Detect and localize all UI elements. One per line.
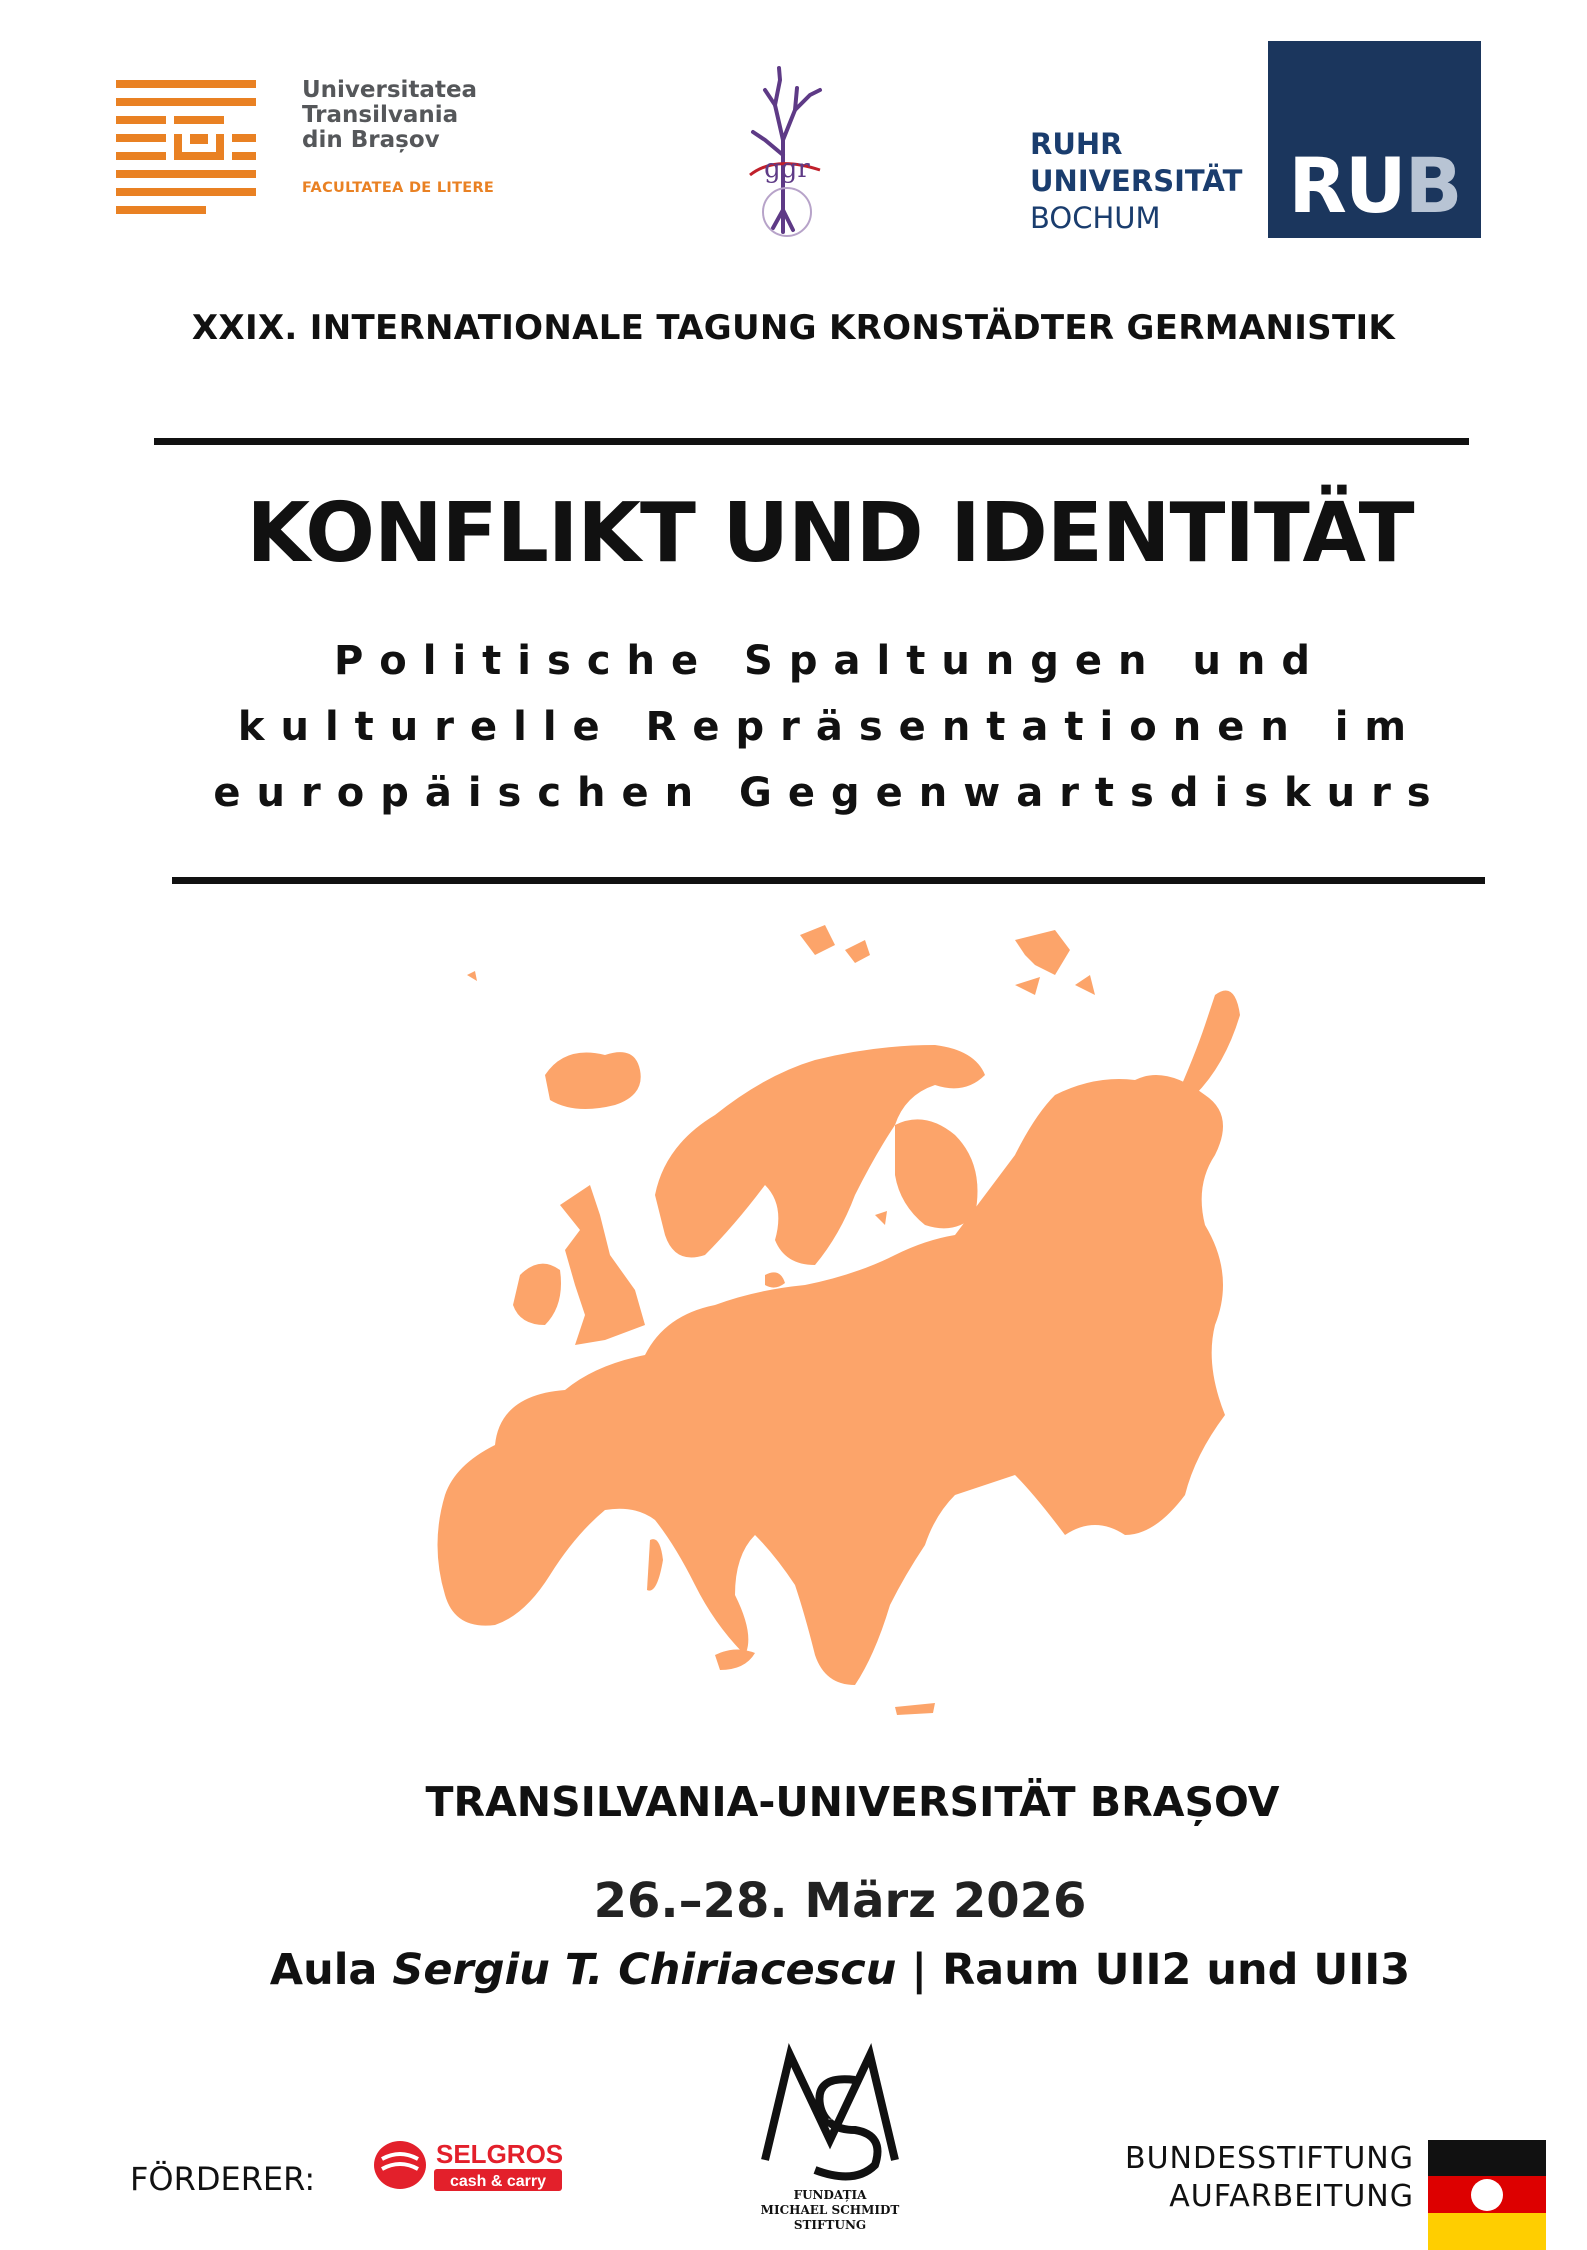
unitbv-faculty: FACULTATEA DE LITERE xyxy=(302,180,495,196)
selgros-tagline: cash & carry xyxy=(449,2173,547,2190)
unitbv-logo-icon xyxy=(116,78,256,214)
msf-logo xyxy=(735,2040,925,2240)
unitbv-line3: din Brașov xyxy=(302,127,440,153)
subtitle-line2: kulturelle Repräsentationen im xyxy=(237,704,1423,750)
room-name: Sergiu T. Chiriacescu xyxy=(392,1945,897,1995)
divider-top xyxy=(154,438,1469,445)
unitbv-line1: Universitatea xyxy=(302,77,478,103)
europe-map-icon xyxy=(335,895,1335,1755)
ggr-label: ggr xyxy=(764,154,810,184)
ggr-logo-icon xyxy=(735,60,835,240)
bundesstiftung-line1: BUNDESSTIFTUNG xyxy=(1125,2141,1414,2176)
rub-logo-box xyxy=(1268,41,1481,238)
msf-line1: FUNDAȚIA xyxy=(793,2188,867,2202)
rub-line2: UNIVERSITÄT xyxy=(1030,164,1243,198)
unitbv-wordmark xyxy=(302,78,522,196)
rub-line1: RUHR xyxy=(1030,127,1123,161)
sponsors-label: FÖRDERER: xyxy=(130,2160,316,2198)
conference-header: XXIX. INTERNATIONALE TAGUNG KRONSTÄDTER GERMANISTIK xyxy=(191,308,1396,348)
selgros-name: SELGROS xyxy=(436,2139,564,2169)
rub-line3: BOCHUM xyxy=(1030,201,1161,235)
bundesstiftung-line2: AUFARBEITUNG xyxy=(1169,2179,1414,2214)
msf-monogram-text: MS xyxy=(828,2119,832,2121)
selgros-logo-icon xyxy=(372,2135,582,2195)
event-dates: 26.–28. März 2026 xyxy=(593,1873,1087,1929)
subtitle-line3: europäischen Gegenwartsdiskurs xyxy=(213,770,1447,816)
rub-wordmark xyxy=(1030,126,1242,237)
german-flag-icon xyxy=(1428,2140,1546,2250)
unitbv-line2: Transilvania xyxy=(302,102,459,128)
subtitle-line1: Politische Spaltungen und xyxy=(333,638,1327,684)
room-prefix: Aula xyxy=(269,1945,393,1995)
rub-box-ru: RU xyxy=(1288,141,1405,230)
main-title: KONFLIKT UND IDENTITÄT xyxy=(246,486,1414,581)
subtitle xyxy=(0,628,1587,826)
msf-line2: MICHAEL SCHMIDT xyxy=(760,2203,900,2217)
venue: TRANSILVANIA-UNIVERSITÄT BRAȘOV xyxy=(425,1778,1280,1826)
room-info xyxy=(0,1945,1587,1995)
divider-bottom xyxy=(172,877,1485,884)
msf-monogram-icon xyxy=(735,2040,925,2190)
bundesstiftung-wordmark xyxy=(1125,2140,1414,2216)
rub-box-text xyxy=(1268,141,1481,230)
msf-line3: STIFTUNG xyxy=(793,2218,867,2232)
room-suffix: | Raum UII2 und UII3 xyxy=(896,1945,1411,1995)
rub-box-b: B xyxy=(1404,141,1461,230)
